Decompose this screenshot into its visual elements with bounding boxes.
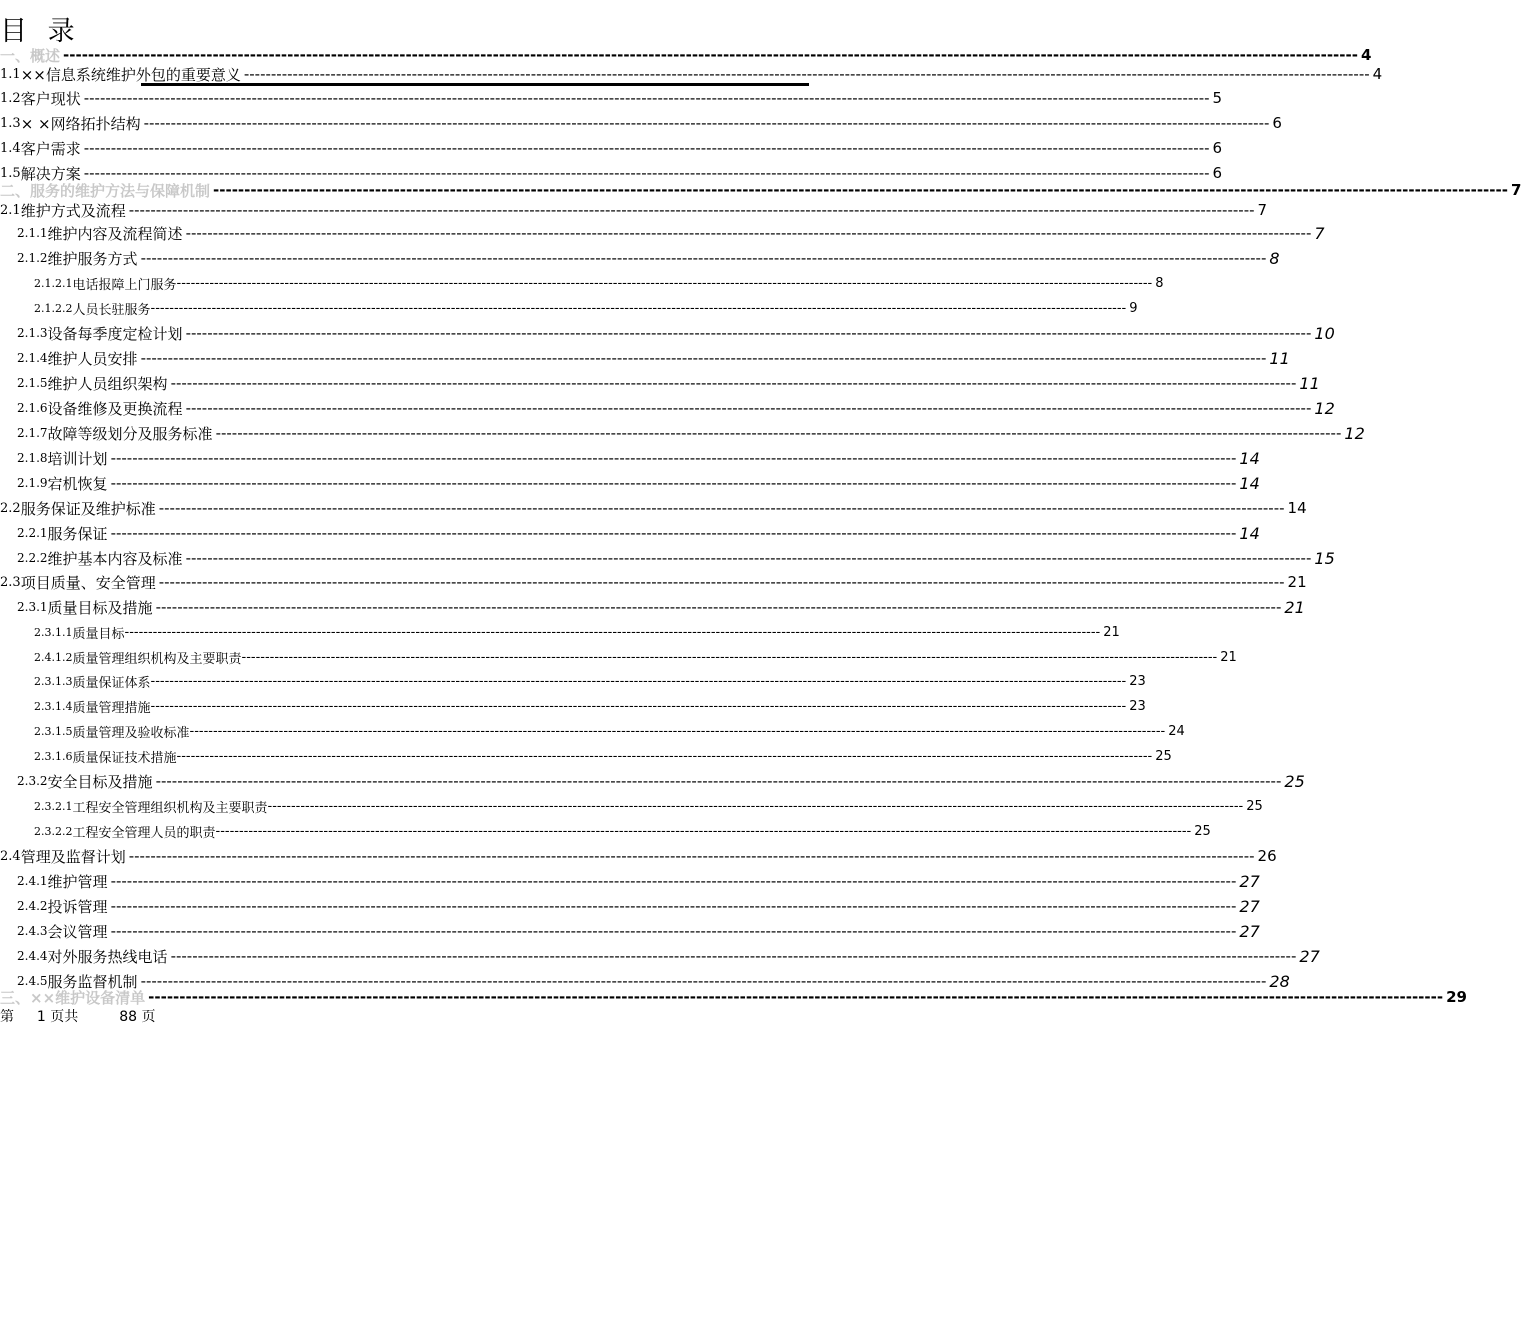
toc-entry[interactable] <box>0 646 1237 668</box>
toc-leader-dashes: ---------------------------------------------------------------------------------------------------------------------------------------------------------------------------------------------------------------- <box>155 772 1282 790</box>
toc-leader-dashes: ---------------------------------------------------------------------------------------------------------------------------------------------------------------------------------------------------------------- <box>124 624 1101 640</box>
toc-entry-title: 安全目标及措施 <box>47 772 153 791</box>
toc-entry-page: 27 <box>1299 946 1320 966</box>
toc-entry[interactable] <box>0 695 1146 717</box>
toc-entry-page: 29 <box>1446 988 1467 1006</box>
toc-entry-page: 6 <box>1272 114 1282 132</box>
toc-entry-page: 24 <box>1168 723 1185 739</box>
toc-entry-number: 2.3.1 <box>17 600 48 614</box>
toc-leader-dashes: ---------------------------------------------------------------------------------------------------------------------------------------------------------------------------------------------------------------- <box>143 114 1270 132</box>
toc-entry-title: 服务的维护方法与保障机制 <box>30 181 211 200</box>
toc-entry-title: 设备每季度定检计划 <box>47 324 183 343</box>
toc-entry-page: 23 <box>1129 698 1146 714</box>
toc-entry-page: 27 <box>1239 896 1260 916</box>
toc-entry-number: 2.2 <box>0 500 21 516</box>
toc-entry[interactable] <box>0 397 1335 419</box>
toc-entry[interactable] <box>0 571 1307 593</box>
toc-entry-number: 2.1.2 <box>17 251 48 265</box>
toc-entry-page: 7 <box>1257 201 1268 219</box>
toc-leader-dashes: ---------------------------------------------------------------------------------------------------------------------------------------------------------------------------------------------------------------- <box>110 449 1237 467</box>
toc-entry-page: 14 <box>1239 473 1260 493</box>
toc-entry-title: 质量目标 <box>72 626 125 642</box>
toc-leader-dashes: ---------------------------------------------------------------------------------------------------------------------------------------------------------------------------------------------------------------- <box>176 275 1153 291</box>
toc-entry-title: 维护方式及流程 <box>20 201 126 220</box>
toc-entry-number: 二、 <box>0 181 31 200</box>
toc-entry-page: 8 <box>1155 275 1164 291</box>
toc-entry[interactable] <box>0 222 1325 244</box>
toc-entry[interactable] <box>0 547 1335 569</box>
toc-entry-page: 11 <box>1269 348 1290 368</box>
toc-entry-page: 27 <box>1239 921 1260 941</box>
toc-entry[interactable] <box>0 945 1320 967</box>
toc-entry-title: 质量管理及验收标准 <box>72 725 190 741</box>
toc-entry[interactable] <box>0 621 1120 643</box>
toc-entry[interactable] <box>0 347 1290 369</box>
toc-entry[interactable] <box>0 795 1263 817</box>
toc-entry-number: 2.2.1 <box>17 526 48 540</box>
toc-entry-page: 5 <box>1212 89 1223 107</box>
toc-entry-title: 质量目标及措施 <box>47 598 153 617</box>
toc-entry-title: 概述 <box>30 46 61 65</box>
toc-leader-dashes: ---------------------------------------------------------------------------------------------------------------------------------------------------------------------------------------------------------------- <box>185 549 1312 567</box>
toc-entry-title: 服务监督机制 <box>47 972 138 991</box>
toc-leader-dashes: ---------------------------------------------------------------------------------------------------------------------------------------------------------------------------------------------------------------- <box>158 499 1285 517</box>
toc-entry-title: 培训计划 <box>47 449 108 468</box>
toc-entry-title: 维护基本内容及标准 <box>47 549 183 568</box>
toc-entry-page: 27 <box>1239 871 1260 891</box>
toc-leader-dashes: ---------------------------------------------------------------------------------------------------------------------------------------------------------------------------------------------------------------- <box>110 474 1237 492</box>
toc-entry-number: 1.5 <box>0 165 21 181</box>
toc-entry-number: 2.3.1.1 <box>34 625 73 639</box>
toc-entry-page: 21 <box>1284 597 1305 617</box>
toc-entry[interactable] <box>0 720 1185 742</box>
toc-entry-title: 工程安全管理组织机构及主要职责 <box>72 800 268 816</box>
toc-entry[interactable] <box>0 670 1146 692</box>
toc-entry-title: 人员长驻服务 <box>72 302 151 318</box>
toc-entry-number: 2.1.7 <box>17 426 48 440</box>
toc-entry-page: 4 <box>1360 46 1372 64</box>
toc-entry-title: × ×网络拓扑结构 <box>20 114 141 133</box>
toc-entry[interactable] <box>0 820 1211 842</box>
toc-entry[interactable] <box>0 522 1260 544</box>
toc-entry-number: 2.4.2 <box>17 899 48 913</box>
toc-entry-title: 管理及监督计划 <box>20 847 126 866</box>
toc-entry[interactable] <box>0 497 1307 519</box>
toc-entry[interactable] <box>0 63 1383 85</box>
toc-entry-title: ××维护设备清单 <box>30 988 146 1007</box>
toc-entry[interactable] <box>0 770 1305 792</box>
toc-entry-number: 2.3.1.6 <box>34 749 73 763</box>
toc-leader-dashes: ---------------------------------------------------------------------------------------------------------------------------------------------------------------------------------------------------------------- <box>63 46 1358 64</box>
page-title: 目 录 <box>0 16 81 47</box>
toc-leader-dashes: ---------------------------------------------------------------------------------------------------------------------------------------------------------------------------------------------------------------- <box>83 164 1210 182</box>
toc-leader-dashes: ---------------------------------------------------------------------------------------------------------------------------------------------------------------------------------------------------------------- <box>110 922 1237 940</box>
toc-entry[interactable] <box>0 472 1260 494</box>
toc-entry-title: 质量管理措施 <box>72 700 151 716</box>
toc-entry-title: 客户现状 <box>20 89 81 108</box>
toc-entry[interactable] <box>0 112 1282 134</box>
toc-entry-title: 质量保证技术措施 <box>72 750 177 766</box>
toc-entry-page: 6 <box>1212 139 1223 157</box>
toc-entry-title: 质量保证体系 <box>72 675 151 691</box>
toc-entry-title: 设备维修及更换流程 <box>47 399 183 418</box>
toc-entry-page: 14 <box>1239 523 1260 543</box>
toc-leader-dashes: ---------------------------------------------------------------------------------------------------------------------------------------------------------------------------------------------------------------- <box>140 972 1267 990</box>
toc-leader-dashes: ---------------------------------------------------------------------------------------------------------------------------------------------------------------------------------------------------------------- <box>83 139 1210 157</box>
toc-entry-number: 2.1.1 <box>17 226 48 240</box>
toc-entry-title: 客户需求 <box>20 139 81 158</box>
toc-leader-dashes: ---------------------------------------------------------------------------------------------------------------------------------------------------------------------------------------------------------------- <box>185 324 1312 342</box>
footer-mid: 页共 <box>50 1009 79 1025</box>
toc-entry[interactable] <box>0 46 1372 65</box>
page-footer <box>0 1006 155 1026</box>
footer-suffix: 页 <box>141 1009 156 1025</box>
toc-entry-number: 1.4 <box>0 140 21 156</box>
toc-entry-number: 2.3.2.2 <box>34 824 73 838</box>
toc-entry-page: 11 <box>1299 373 1320 393</box>
toc-entry-page: 25 <box>1155 748 1172 764</box>
toc-entry-number: 三、 <box>0 988 31 1007</box>
toc-entry-title: 维护人员安排 <box>47 349 138 368</box>
toc-entry-title: 服务保证及维护标准 <box>20 499 156 518</box>
toc-entry-number: 2.1.2.1 <box>34 276 73 290</box>
toc-entry-number: 2.1.8 <box>17 451 48 465</box>
toc-entry-number: 2.1.3 <box>17 326 48 340</box>
toc-entry[interactable] <box>0 199 1268 221</box>
toc-leader-dashes: ---------------------------------------------------------------------------------------------------------------------------------------------------------------------------------------------------------------- <box>110 872 1237 890</box>
toc-entry[interactable] <box>0 870 1260 892</box>
toc-entry-title: 维护服务方式 <box>47 249 138 268</box>
toc-entry-page: 7 <box>1314 223 1325 243</box>
toc-leader-dashes: ---------------------------------------------------------------------------------------------------------------------------------------------------------------------------------------------------------------- <box>155 598 1282 616</box>
toc-entry-number: 1.1 <box>0 66 21 82</box>
toc-entry-title: 宕机恢复 <box>47 474 108 493</box>
toc-entry-page: 12 <box>1314 398 1335 418</box>
toc-leader-dashes: ---------------------------------------------------------------------------------------------------------------------------------------------------------------------------------------------------------------- <box>83 89 1210 107</box>
toc-entry-title: 会议管理 <box>47 922 108 941</box>
toc-entry-page: 4 <box>1372 65 1383 83</box>
toc-leader-dashes: ---------------------------------------------------------------------------------------------------------------------------------------------------------------------------------------------------------------- <box>150 300 1127 316</box>
toc-entry-number: 2.3 <box>0 574 21 590</box>
toc-entry-page: 7 <box>1510 181 1521 199</box>
toc-entry-page: 14 <box>1239 448 1260 468</box>
toc-entry-title: 故障等级划分及服务标准 <box>47 424 213 443</box>
toc-entry[interactable] <box>0 137 1223 159</box>
toc-entry-number: 2.4.1.2 <box>34 650 73 664</box>
toc-entry[interactable] <box>0 845 1277 867</box>
toc-entry-title: 解决方案 <box>20 164 81 183</box>
toc-entry-page: 12 <box>1344 423 1365 443</box>
toc-entry[interactable] <box>0 322 1335 344</box>
toc-entry-number: 2.1.5 <box>17 376 48 390</box>
toc-entry-page: 25 <box>1246 798 1263 814</box>
footer-current-page: 1 <box>36 1009 46 1025</box>
toc-leader-dashes: ---------------------------------------------------------------------------------------------------------------------------------------------------------------------------------------------------------------- <box>176 748 1153 764</box>
toc-entry-number: 2.1 <box>0 202 21 218</box>
toc-entry[interactable] <box>0 447 1260 469</box>
toc-leader-dashes: ---------------------------------------------------------------------------------------------------------------------------------------------------------------------------------------------------------------- <box>170 947 1297 965</box>
toc-entry-title: 投诉管理 <box>47 897 108 916</box>
toc-entry-title: 项目质量、安全管理 <box>20 573 156 592</box>
toc-entry-number: 2.3.2 <box>17 774 48 788</box>
toc-leader-dashes: ---------------------------------------------------------------------------------------------------------------------------------------------------------------------------------------------------------------- <box>215 424 1342 442</box>
toc-entry[interactable] <box>0 920 1260 942</box>
footer-total-pages: 88 <box>119 1009 138 1025</box>
toc-entry-title: 服务保证 <box>47 524 108 543</box>
toc-entry[interactable] <box>0 272 1164 294</box>
toc-entry-page: 26 <box>1257 847 1277 865</box>
toc-entry-page: 15 <box>1314 548 1335 568</box>
toc-entry-page: 23 <box>1129 673 1146 689</box>
toc-leader-dashes: ---------------------------------------------------------------------------------------------------------------------------------------------------------------------------------------------------------------- <box>128 847 1255 865</box>
toc-entry-title: 电话报障上门服务 <box>72 277 177 293</box>
toc-entry-page: 21 <box>1287 573 1307 591</box>
toc-leader-dashes: ---------------------------------------------------------------------------------------------------------------------------------------------------------------------------------------------------------------- <box>170 374 1297 392</box>
toc-leader-dashes: ---------------------------------------------------------------------------------------------------------------------------------------------------------------------------------------------------------------- <box>140 249 1267 267</box>
toc-entry-number: 2.1.4 <box>17 351 48 365</box>
toc-entry-title: ××信息系统维护外包的重要意义 <box>20 65 241 84</box>
toc-entry-page: 21 <box>1103 624 1120 640</box>
toc-leader-dashes: ---------------------------------------------------------------------------------------------------------------------------------------------------------------------------------------------------------------- <box>150 673 1127 689</box>
toc-entry-number: 2.3.2.1 <box>34 799 73 813</box>
toc-entry[interactable] <box>0 297 1138 319</box>
toc-leader-dashes: ---------------------------------------------------------------------------------------------------------------------------------------------------------------------------------------------------------------- <box>128 201 1255 219</box>
toc-entry[interactable] <box>0 87 1223 109</box>
toc-entry-number: 2.4.3 <box>17 924 48 938</box>
toc-entry-number: 2.3.1.4 <box>34 699 73 713</box>
toc-entry-title: 维护管理 <box>47 872 108 891</box>
toc-entry-number: 2.4.1 <box>17 874 48 888</box>
toc-entry-number: 1.3 <box>0 115 21 131</box>
toc-leader-dashes: ---------------------------------------------------------------------------------------------------------------------------------------------------------------------------------------------------------------- <box>150 698 1127 714</box>
toc-leader-dashes: ---------------------------------------------------------------------------------------------------------------------------------------------------------------------------------------------------------------- <box>110 524 1237 542</box>
toc-leader-dashes: ---------------------------------------------------------------------------------------------------------------------------------------------------------------------------------------------------------------- <box>241 649 1218 665</box>
toc-entry-number: 2.1.2.2 <box>34 301 73 315</box>
toc-entry[interactable] <box>0 372 1320 394</box>
toc-leader-dashes: ---------------------------------------------------------------------------------------------------------------------------------------------------------------------------------------------------------------- <box>213 181 1508 199</box>
toc-entry-page: 14 <box>1287 499 1307 517</box>
toc-entry-title: 对外服务热线电话 <box>47 947 168 966</box>
toc-entry-page: 25 <box>1284 771 1305 791</box>
toc-entry-number: 2.2.2 <box>17 551 48 565</box>
toc-entry[interactable] <box>0 422 1365 444</box>
toc-entry-page: 8 <box>1269 248 1280 268</box>
toc-entry[interactable] <box>0 181 1521 200</box>
toc-entry-page: 9 <box>1129 300 1138 316</box>
toc-leader-dashes: ---------------------------------------------------------------------------------------------------------------------------------------------------------------------------------------------------------------- <box>185 224 1312 242</box>
toc-leader-dashes: ---------------------------------------------------------------------------------------------------------------------------------------------------------------------------------------------------------------- <box>185 399 1312 417</box>
toc-entry-title: 工程安全管理人员的职责 <box>72 825 216 841</box>
toc-entry-page: 10 <box>1314 323 1335 343</box>
toc-leader-dashes: ---------------------------------------------------------------------------------------------------------------------------------------------------------------------------------------------------------------- <box>189 723 1166 739</box>
toc-entry-number: 2.4.4 <box>17 949 48 963</box>
toc-entry[interactable] <box>0 988 1467 1007</box>
toc-entry-page: 6 <box>1212 164 1223 182</box>
toc-entry-page: 25 <box>1194 823 1211 839</box>
toc-entry-number: 2.1.6 <box>17 401 48 415</box>
toc-leader-dashes: ---------------------------------------------------------------------------------------------------------------------------------------------------------------------------------------------------------------- <box>148 988 1444 1006</box>
toc-entry-title: 维护人员组织架构 <box>47 374 168 393</box>
toc-entry[interactable] <box>0 745 1172 767</box>
toc-entry[interactable] <box>0 895 1260 917</box>
toc-leader-dashes: ---------------------------------------------------------------------------------------------------------------------------------------------------------------------------------------------------------------- <box>243 65 1370 83</box>
toc-leader-dashes: ---------------------------------------------------------------------------------------------------------------------------------------------------------------------------------------------------------------- <box>267 798 1244 814</box>
toc-entry-number: 1.2 <box>0 90 21 106</box>
toc-entry-page: 21 <box>1220 649 1237 665</box>
footer-prefix: 第 <box>0 1009 14 1025</box>
toc-entry-number: 2.4.5 <box>17 974 48 988</box>
toc-leader-dashes: ---------------------------------------------------------------------------------------------------------------------------------------------------------------------------------------------------------------- <box>215 823 1192 839</box>
toc-entry-number: 2.1.9 <box>17 476 48 490</box>
toc-entry[interactable] <box>0 247 1280 269</box>
toc-entry-number: 2.3.1.5 <box>34 724 73 738</box>
toc-leader-dashes: ---------------------------------------------------------------------------------------------------------------------------------------------------------------------------------------------------------------- <box>140 349 1267 367</box>
toc-entry-page: 28 <box>1269 971 1290 991</box>
toc-entry[interactable] <box>0 596 1305 618</box>
toc-entry-number: 2.4 <box>0 848 21 864</box>
toc-entry-title: 质量管理组织机构及主要职责 <box>72 651 242 667</box>
toc-leader-dashes: ---------------------------------------------------------------------------------------------------------------------------------------------------------------------------------------------------------------- <box>110 897 1237 915</box>
toc-entry-number: 一、 <box>0 46 31 65</box>
toc-entry-title: 维护内容及流程简述 <box>47 224 183 243</box>
toc-entry-number: 2.3.1.3 <box>34 674 73 688</box>
toc-leader-dashes: ---------------------------------------------------------------------------------------------------------------------------------------------------------------------------------------------------------------- <box>158 573 1285 591</box>
